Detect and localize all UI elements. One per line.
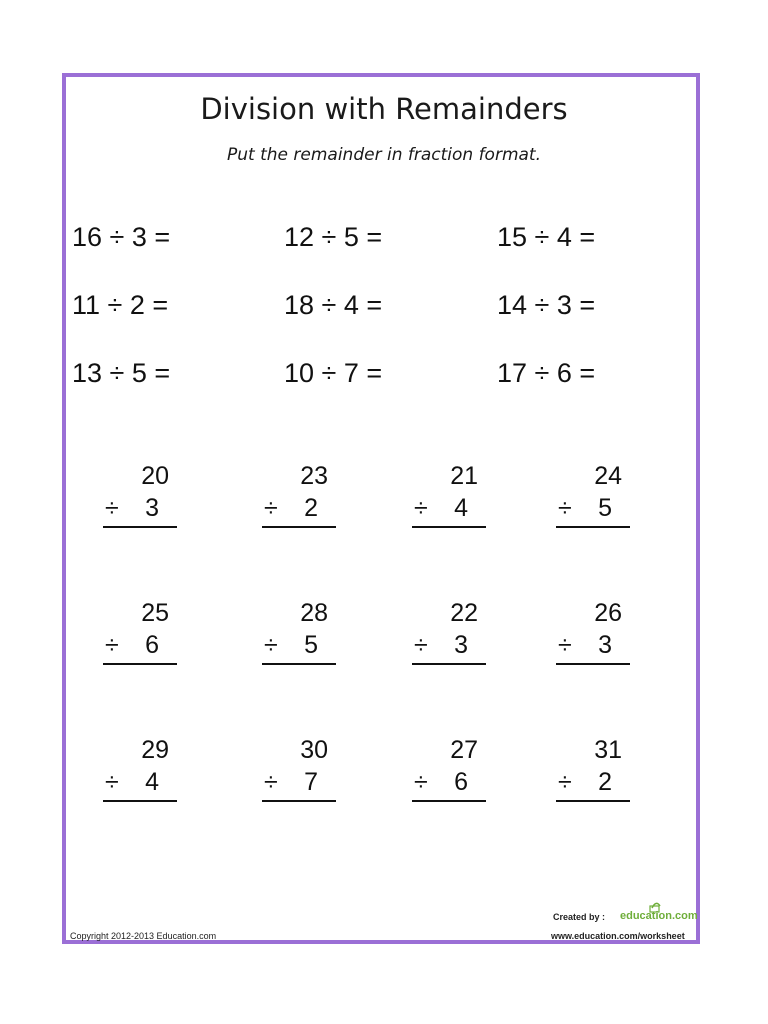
problem-horizontal: 18 ÷ 4 =: [284, 290, 383, 320]
problem-vertical: [103, 462, 177, 522]
division-sign: ÷: [105, 494, 119, 522]
problem-vertical: [412, 599, 486, 659]
dividend: 21: [450, 462, 478, 490]
problem-vertical: [556, 462, 630, 522]
problem-vertical: [262, 736, 336, 796]
dividend: 29: [141, 736, 169, 764]
division-sign: ÷: [264, 631, 278, 659]
dividend: 26: [594, 599, 622, 627]
divisor-line: [103, 631, 177, 665]
division-sign: ÷: [558, 631, 572, 659]
dividend: 25: [141, 599, 169, 627]
problem-horizontal: 10 ÷ 7 =: [284, 358, 383, 388]
problem-vertical: [412, 736, 486, 796]
copyright-text: Copyright 2012-2013 Education.com: [70, 931, 217, 941]
divisor-line: [103, 768, 177, 802]
division-sign: ÷: [414, 768, 428, 796]
divisor: 6: [454, 768, 468, 796]
divisor-line: [556, 494, 630, 528]
divisor-line: [412, 631, 486, 665]
divisor: 2: [304, 494, 318, 522]
division-sign: ÷: [264, 494, 278, 522]
problem-horizontal: 16 ÷ 3 =: [72, 222, 171, 252]
problem-vertical: [262, 599, 336, 659]
problem-horizontal: 11 ÷ 2 =: [72, 290, 169, 320]
divisor-line: [262, 768, 336, 802]
dividend: 30: [300, 736, 328, 764]
divisor-line: [262, 631, 336, 665]
divisor: 6: [145, 631, 159, 659]
problem-horizontal: 14 ÷ 3 =: [497, 290, 596, 320]
divisor-line: [103, 494, 177, 528]
divisor-line: [556, 768, 630, 802]
dividend: 24: [594, 462, 622, 490]
divisor: 2: [598, 768, 612, 796]
logo-text: education.com: [620, 910, 698, 922]
division-sign: ÷: [414, 494, 428, 522]
problem-horizontal: 12 ÷ 5 =: [284, 222, 383, 252]
divisor-line: [412, 494, 486, 528]
divisor-line: [412, 768, 486, 802]
worksheet-instructions: Put the remainder in fraction format.: [227, 145, 541, 165]
dividend: 31: [594, 736, 622, 764]
divisor-line: [262, 494, 336, 528]
divisor: 4: [454, 494, 468, 522]
created-by-label: Created by :: [553, 912, 606, 922]
problem-vertical: [103, 599, 177, 659]
problem-vertical: [262, 462, 336, 522]
problem-vertical: [103, 736, 177, 796]
divisor: 5: [304, 631, 318, 659]
division-sign: ÷: [264, 768, 278, 796]
dividend: 22: [450, 599, 478, 627]
divisor: 3: [145, 494, 159, 522]
divisor: 3: [454, 631, 468, 659]
divisor-line: [556, 631, 630, 665]
dividend: 28: [300, 599, 328, 627]
dividend: 23: [300, 462, 328, 490]
division-sign: ÷: [558, 494, 572, 522]
divisor: 7: [304, 768, 318, 796]
problem-horizontal: 17 ÷ 6 =: [497, 358, 596, 388]
divisor: 5: [598, 494, 612, 522]
education-logo: [618, 898, 700, 928]
problem-vertical: [556, 599, 630, 659]
division-sign: ÷: [558, 768, 572, 796]
problem-horizontal: 13 ÷ 5 =: [72, 358, 171, 388]
problem-horizontal: 15 ÷ 4 =: [497, 222, 596, 252]
problem-vertical: [556, 736, 630, 796]
divisor: 4: [145, 768, 159, 796]
worksheet-title: Division with Remainders: [200, 92, 568, 126]
division-sign: ÷: [414, 631, 428, 659]
division-sign: ÷: [105, 631, 119, 659]
divisor: 3: [598, 631, 612, 659]
division-sign: ÷: [105, 768, 119, 796]
problem-vertical: [412, 462, 486, 522]
dividend: 27: [450, 736, 478, 764]
dividend: 20: [141, 462, 169, 490]
website-link[interactable]: www.education.com/worksheet: [551, 931, 685, 941]
